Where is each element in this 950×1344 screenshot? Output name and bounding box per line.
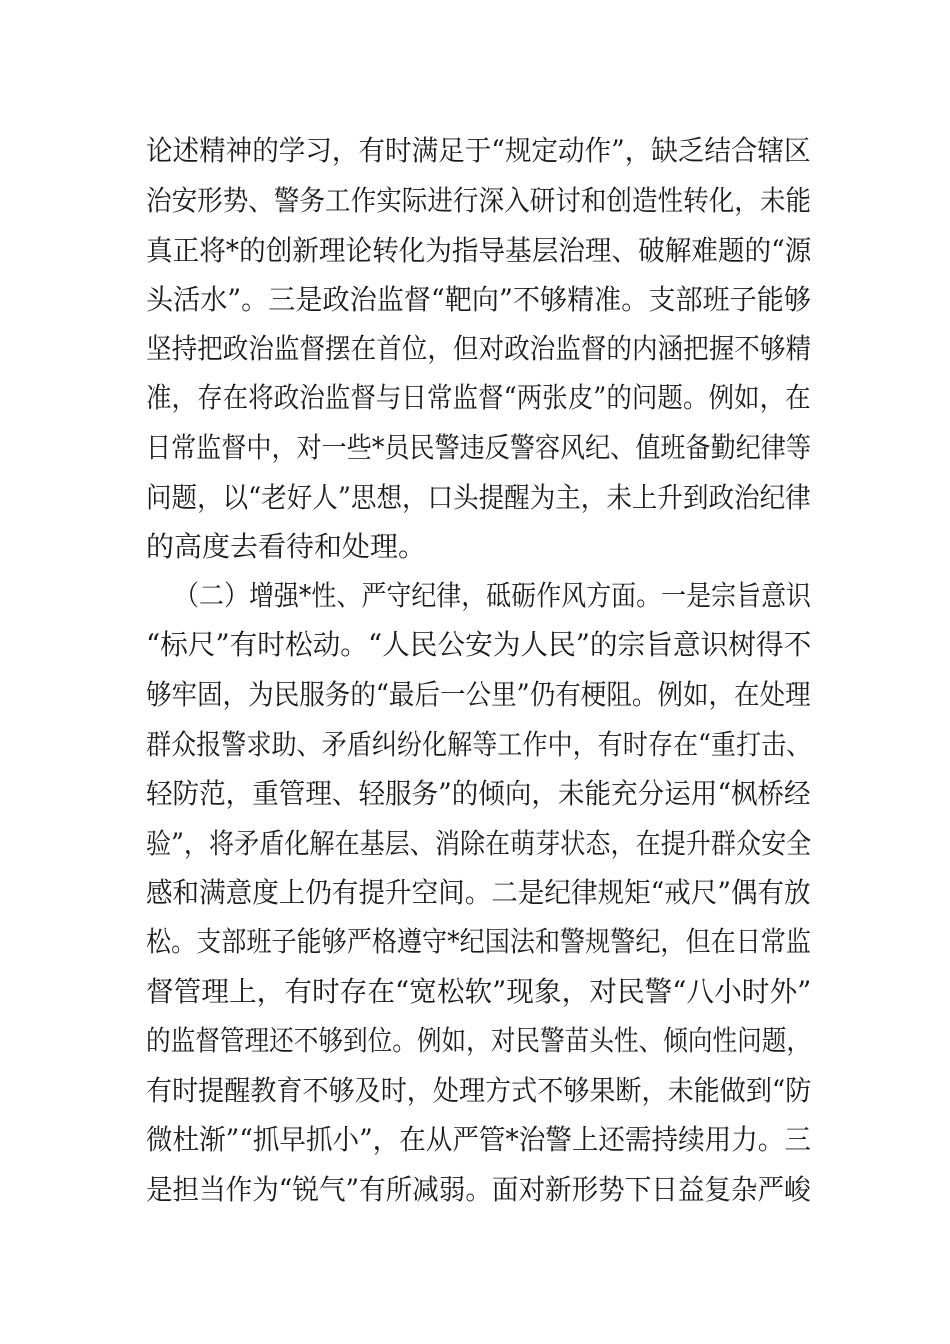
body-text-line: 群众报警求助、矛盾纠纷化解等工作中，有时存在“重打击、: [146, 728, 812, 761]
body-text-line: 感和满意度上仍有提升空间。二是纪律规矩“戒尺”偶有放: [146, 876, 811, 909]
body-text-line: 验”，将矛盾化解在基层、消除在萌芽状态，在提升群众安全: [146, 827, 812, 860]
body-text-line: 问题，以“老好人”思想，口头提醒为主，未上升到政治纪律: [146, 481, 811, 514]
body-text-line: 微杜渐”“抓早抓小”，在从严管*治警上还需持续用力。三: [146, 1123, 811, 1156]
body-text-line: 论述精神的学习，有时满足于“规定动作”，缺乏结合辖区: [146, 134, 811, 167]
body-text-line: 松。支部班子能够严格遵守*纪国法和警规警纪，但在日常监: [146, 925, 811, 958]
section-heading-line: （二）增强*性、严守纪律，砥砺作风方面。一是宗旨意识: [174, 579, 812, 612]
body-text-line: 日常监督中，对一些*员民警违反警容风纪、值班备勤纪律等: [146, 431, 811, 464]
body-text-line: 真正将*的创新理论转化为指导基层治理、破解难题的“源: [146, 234, 812, 267]
body-text-line: 准，存在将政治监督与日常监督“两张皮”的问题。例如，在: [146, 381, 811, 414]
body-text-line: 的监督管理还不够到位。例如，对民警苗头性、倾向性问题，: [146, 1024, 811, 1057]
body-text-line: 治安形势、警务工作实际进行深入研讨和创造性转化，未能: [146, 184, 812, 217]
body-text-line: 的高度去看待和处理。: [146, 530, 427, 563]
body-text-line: “标尺”有时松动。“人民公安为人民”的宗旨意识树得不: [146, 628, 812, 661]
body-text-line: 有时提醒教育不够及时，处理方式不够果断，未能做到“防: [146, 1074, 812, 1107]
body-text-line: 坚持把政治监督摆在首位，但对政治监督的内涵把握不够精: [146, 332, 812, 365]
body-text-line: 轻防范，重管理、轻服务”的倾向，未能充分运用“枫桥经: [146, 777, 811, 810]
body-text-line: 是担当作为“锐气”有所减弱。面对新形势下日益复杂严峻: [146, 1173, 811, 1206]
body-text-line: 督管理上，有时存在“宽松软”现象，对民警“八小时外”: [146, 975, 812, 1008]
body-text-line: 头活水”。三是政治监督“靶向”不够精准。支部班子能够: [146, 283, 811, 316]
body-text-line: 够牢固，为民服务的“最后一公里”仍有梗阻。例如，在处理: [146, 678, 811, 711]
